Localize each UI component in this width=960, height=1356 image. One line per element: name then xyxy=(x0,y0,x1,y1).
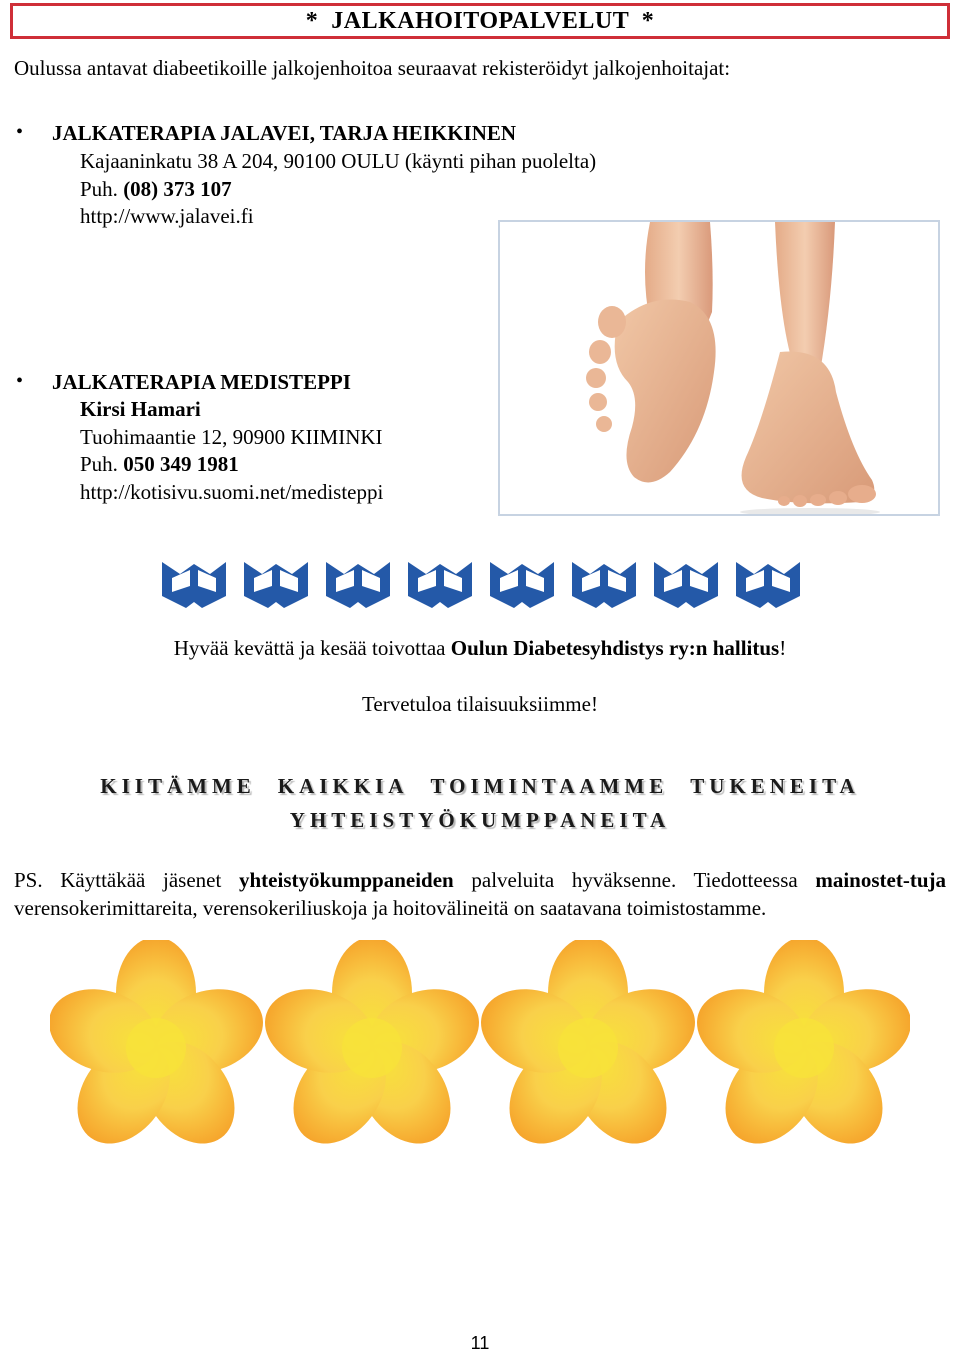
title-text: * JALKAHOITOPALVELUT * xyxy=(305,7,655,34)
association-logo-icon xyxy=(488,558,556,610)
flower-icon xyxy=(50,940,274,1155)
entry-1-phone: (08) 373 107 xyxy=(123,177,232,201)
association-logo-icon xyxy=(324,558,392,610)
thanks-word: TUKENEITA xyxy=(690,774,860,798)
greeting xyxy=(0,636,960,661)
thanks-line-2: YHTEISTYÖKUMPPANEITA xyxy=(289,808,671,832)
feet-illustration xyxy=(500,222,938,514)
entry-2-phone-prefix: Puh. xyxy=(80,452,124,476)
association-logo-icon xyxy=(406,558,474,610)
entry-2-address: Tuohimaantie 12, 90900 KIIMINKI xyxy=(80,425,383,449)
bullet-1: • xyxy=(16,121,24,143)
flower-icon xyxy=(686,940,910,1155)
logo-row xyxy=(160,558,804,610)
ps-text: palveluita hyväksenne. Tiedotteessa xyxy=(453,868,816,892)
entry-1-name: JALKATERAPIA JALAVEI, TARJA HEIKKINEN xyxy=(52,121,517,145)
ps-text: verensokerimittareita, verensokeriliuskoja ja hoitovälineitä on saatavana toimistostamme. xyxy=(14,896,767,920)
association-logo-icon xyxy=(160,558,228,610)
thanks-word: KAIKKIA xyxy=(277,774,409,798)
thanks-word: TOIMINTAAMME xyxy=(430,774,669,798)
flowers-illustration xyxy=(50,940,910,1155)
association-logo-icon xyxy=(652,558,720,610)
association-logo-icon xyxy=(734,558,802,610)
greeting-text: Hyvää kevättä ja kesää toivottaa xyxy=(173,636,451,660)
entry-2-phone-line xyxy=(80,452,239,477)
greeting-end: ! xyxy=(779,636,787,660)
greeting-organization: Oulun Diabetesyhdistys ry:n hallitus xyxy=(450,636,780,660)
intro-text: Oulussa antavat diabeetikoille jalkojenhoitoa seuraavat rekisteröidyt jalkojenhoitajat: xyxy=(14,56,731,80)
flower-icon xyxy=(470,940,706,1155)
flower-icon xyxy=(254,940,490,1155)
thanks-word: KIITÄMME xyxy=(100,774,256,798)
ps-paragraph xyxy=(14,866,946,922)
thanks-line-1 xyxy=(0,774,960,799)
ps-text: PS. Käyttäkää jäsenet xyxy=(14,868,239,892)
page-number: 11 xyxy=(470,1333,490,1353)
entry-1-phone-line xyxy=(80,177,232,202)
entry-2-website-link[interactable]: http://kotisivu.suomi.net/medisteppi xyxy=(80,480,384,504)
entry-1-address: Kajaaninkatu 38 A 204, 90100 OULU (käynti pihan puolelta) xyxy=(80,149,597,173)
flower-row xyxy=(50,940,910,1155)
ps-bold-advertised: mainostet-tuja xyxy=(815,868,947,892)
entry-2-person: Kirsi Hamari xyxy=(80,397,201,421)
bullet-2: • xyxy=(16,370,24,392)
entry-2-name: JALKATERAPIA MEDISTEPPI xyxy=(52,370,351,394)
association-logo-icon xyxy=(242,558,310,610)
entry-1-website-link[interactable]: http://www.jalavei.fi xyxy=(80,204,254,228)
entry-2-phone: 050 349 1981 xyxy=(123,452,239,476)
feet-photo xyxy=(498,220,940,516)
page-title xyxy=(10,3,950,39)
welcome-text: Tervetuloa tilaisuuksiimme! xyxy=(362,692,598,716)
ps-bold-partners: yhteistyökumppaneiden xyxy=(239,868,454,892)
association-logo-icon xyxy=(570,558,638,610)
entry-1-phone-prefix: Puh. xyxy=(80,177,124,201)
